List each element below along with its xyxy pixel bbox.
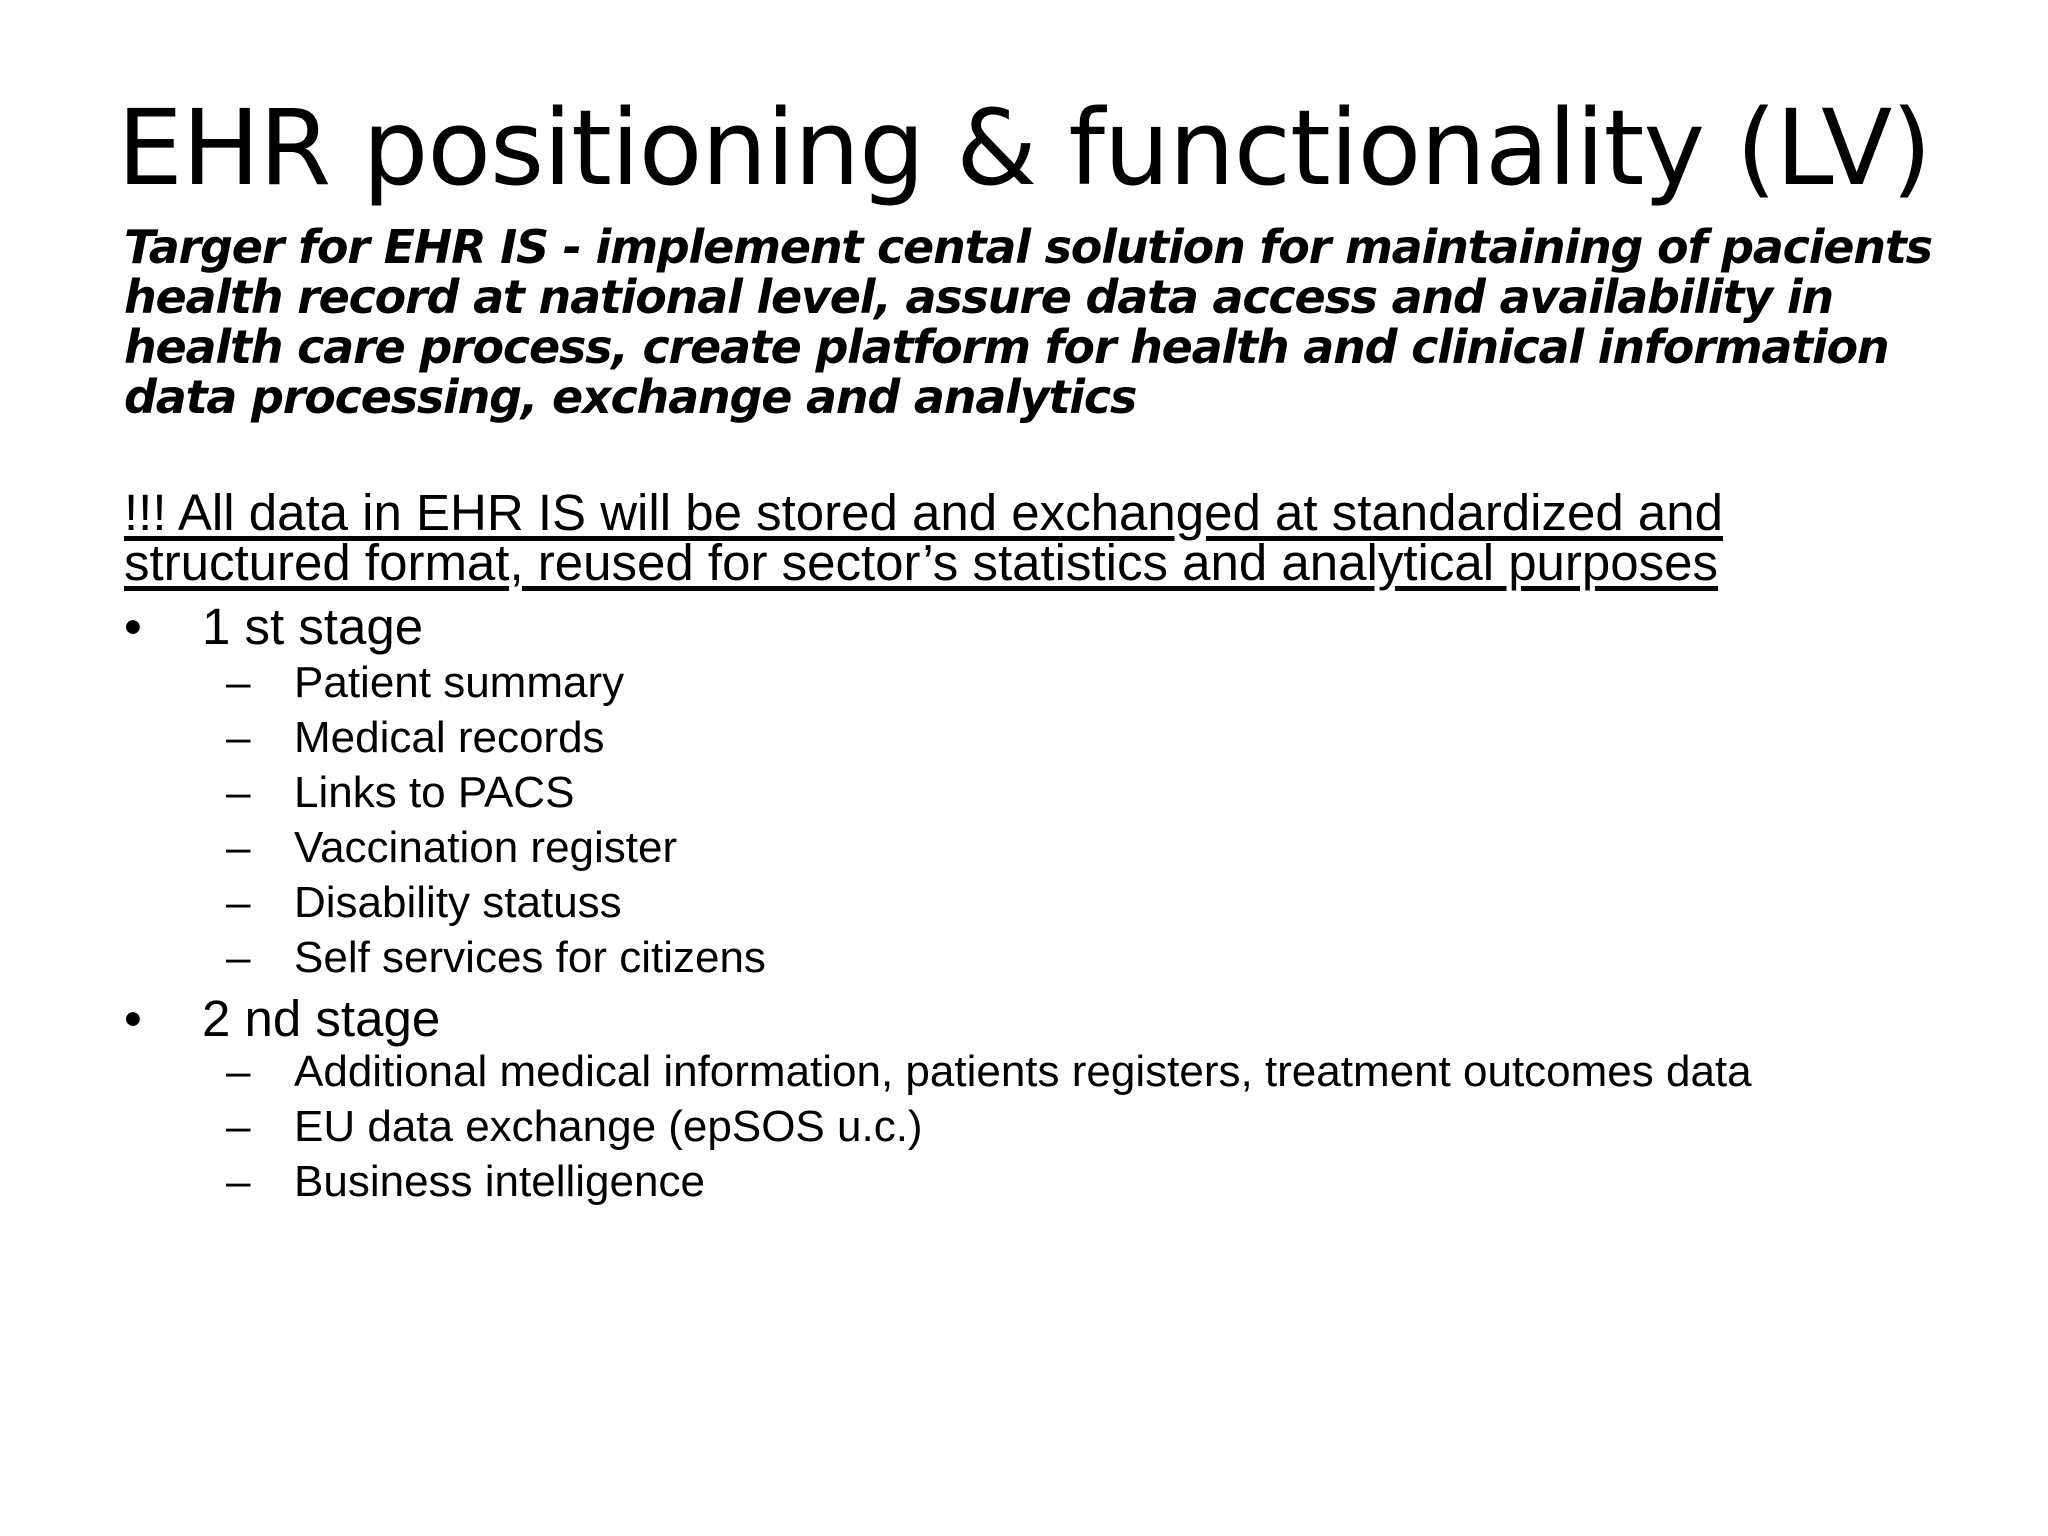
list-item <box>124 878 2034 927</box>
list-item-text: Medical records <box>294 713 605 762</box>
bullet-icon: • <box>124 598 142 655</box>
slide-title: EHR positioning & functionality (LV) <box>117 87 1931 209</box>
list-item <box>124 933 2034 982</box>
dash-icon: – <box>226 658 251 707</box>
list-item-text: Self services for citizens <box>294 933 766 982</box>
list-item-text: Disability statuss <box>294 878 622 927</box>
list-item <box>124 1157 2034 1206</box>
target-statement: Targer for EHR IS - implement cental solution for maintaining of pacients health record at national level, assure data access and availability in health care process, create platform for health and clinical information data processing, exchange and analytics <box>124 220 1932 424</box>
bullet-icon: • <box>124 990 142 1047</box>
dash-icon: – <box>226 768 251 817</box>
dash-icon: – <box>226 878 251 927</box>
list-item <box>124 1102 2034 1151</box>
list-item <box>124 823 2034 872</box>
stage-2-heading <box>124 989 1954 1049</box>
dash-icon: – <box>226 1102 251 1151</box>
list-item-text: Additional medical information, patients registers, treatment outcomes data <box>294 1047 1752 1096</box>
important-note: !!! All data in EHR IS will be stored and exchanged at standardized and structured format, reused for sector’s statistics and analytical purposes <box>124 484 1723 591</box>
dash-icon: – <box>226 933 251 982</box>
list-item-text: Business intelligence <box>294 1157 705 1206</box>
stage-1-list <box>124 658 1954 982</box>
stage-1-section <box>124 597 1954 992</box>
list-item-text: EU data exchange (epSOS u.c.) <box>294 1102 923 1151</box>
stage-2-list <box>124 1047 1954 1206</box>
stage-2-label: 2 nd stage <box>202 990 441 1047</box>
stage-1-label: 1 st stage <box>202 598 424 655</box>
dash-icon: – <box>226 1157 251 1206</box>
dash-icon: – <box>226 1047 251 1096</box>
stage-1-heading <box>124 597 1954 657</box>
dash-icon: – <box>226 823 251 872</box>
list-item <box>124 1047 2034 1096</box>
stage-2-section <box>124 989 1954 1216</box>
list-item-text: Links to PACS <box>294 768 575 817</box>
list-item <box>124 658 2034 707</box>
list-item-text: Patient summary <box>294 658 625 707</box>
list-item <box>124 768 2034 817</box>
list-item-text: Vaccination register <box>294 823 678 872</box>
dash-icon: – <box>226 713 251 762</box>
list-item <box>124 713 2034 762</box>
